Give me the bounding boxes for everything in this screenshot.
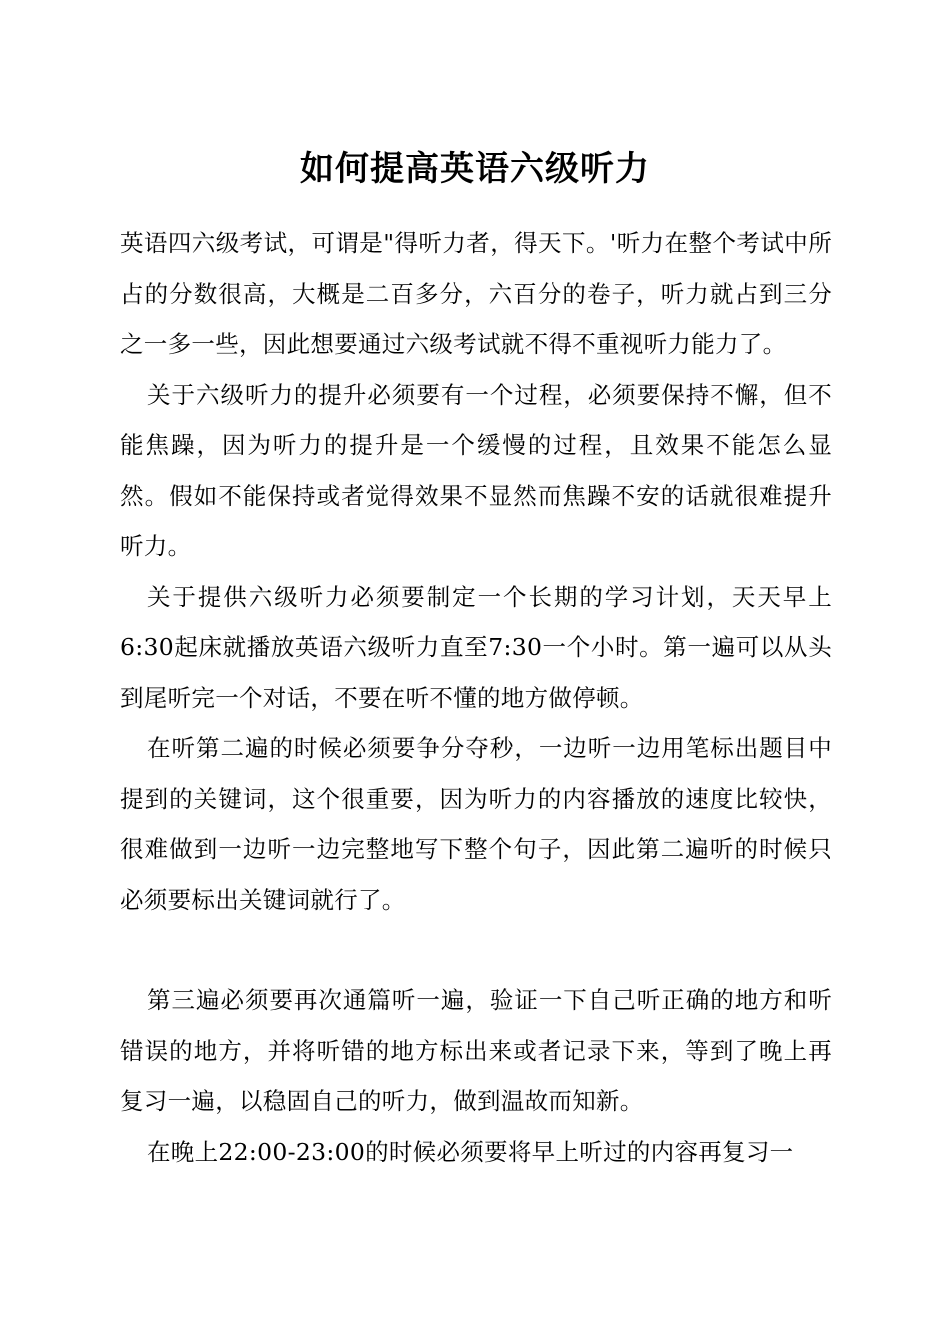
paragraph-3: 关于提供六级听力必须要制定一个长期的学习计划，天天早上6:30起床就播放英语六级听力直至7:30一个小时。第一遍可以从头到尾听完一个对话，不要在听不懂的地方做停顿。: [120, 582, 832, 712]
paragraph-1: 英语四六级考试，可谓是"得听力者，得天下。'听力在整个考试中所占的分数很高，大概是二百多分，六百分的卷子，听力就占到三分之一多一些，因此想要通过六级考试就不得不重视听力能力了。: [120, 229, 832, 358]
paragraph-spacer: [120, 925, 832, 975]
paragraph-5: 第三遍必须要再次通篇听一遍，验证一下自己听正确的地方和听错误的地方，并将听错的地方标出来或者记录下来，等到了晚上再复习一遍，以稳固自己的听力，做到温故而知新。: [120, 986, 832, 1115]
document-title: 如何提高英语六级听力: [300, 149, 650, 189]
paragraph-6: 在晚上22:00-23:00的时候必须要将早上听过的内容再复习一: [147, 1137, 794, 1166]
paragraph-2: 关于六级听力的提升必须要有一个过程，必须要保持不懈，但不能焦躁，因为听力的提升是一个缓慢的过程，且效果不能怎么显然。假如不能保持或者觉得效果不显然而焦躁不安的话就很难提升听力。: [120, 380, 832, 560]
document-body: [120, 218, 832, 1177]
paragraph-4: 在听第二遍的时候必须要争分夺秒，一边听一边用笔标出题目中提到的关键词，这个很重要，因为听力的内容播放的速度比较快，很难做到一边听一边完整地写下整个句子，因此第二遍听的时候只必须要标出关键词就行了。: [120, 734, 832, 914]
